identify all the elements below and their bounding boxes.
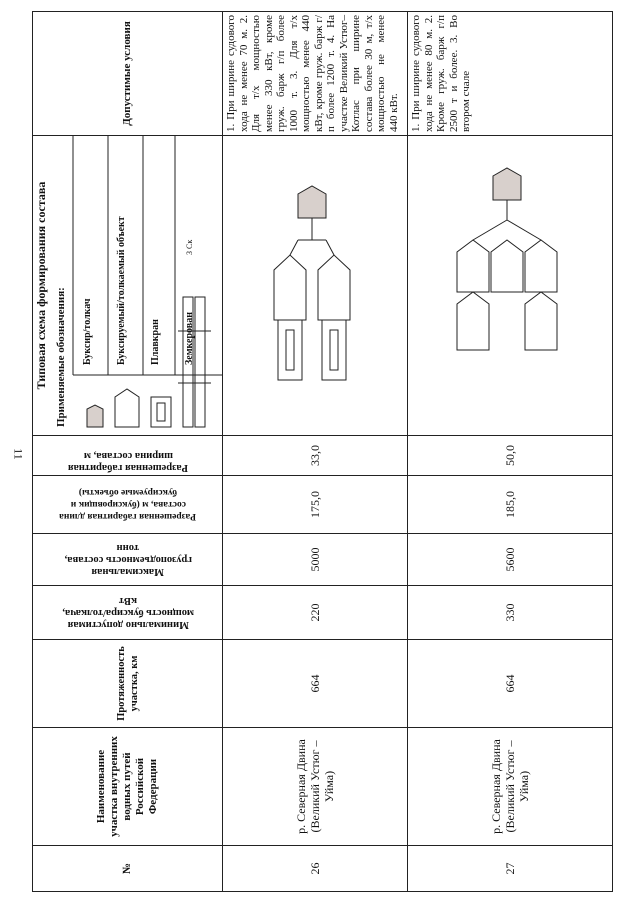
row-name: р. Северная Двина (Великий Устюг – Уйма) [223,728,408,846]
row-length-dim: 185,0 [408,476,613,534]
header-length: Протяженность участка, км [33,640,223,728]
legend-symbols [53,135,223,435]
row-length: 664 [223,640,408,728]
tug-shape [298,187,326,219]
row-conditions: 1. При ширине судового хода не менее 80 м. 2. Кроме груж. барж г/п 2500 т и более. 3. Во втором счале [408,12,613,136]
row-width-dim: 50,0 [408,436,613,476]
barge-shape [525,293,557,351]
scheme-header [33,136,223,436]
row-name: р. Северная Двина (Великий Устюг – Уйма) [408,728,613,846]
header-power: Минимально допустимая мощность буксира/толкача, кВт [33,586,223,640]
legend-dredger: Земкерован [184,312,195,365]
header-length-dim: Разрешенная габаритная длина состава, м (буксировщик и буксируемые объекты) [33,476,223,534]
convoy-diagram [228,141,398,431]
page-number: 11 [11,448,26,460]
barge-shape [274,256,306,321]
convoy-diagram [413,141,603,431]
row-length-dim: 175,0 [223,476,408,534]
barge-icon [115,389,139,427]
tug-shape [493,169,521,201]
barge-shape [525,241,557,293]
row-power: 330 [408,586,613,640]
table-row [408,12,613,892]
header-name: Наименование участка внутренних водных путей Российской Федерации [33,728,223,846]
row-length: 664 [408,640,613,728]
legend-barge: Буксируемый/толкаемый объект [116,216,127,365]
legend-tug: Буксир/толкач [82,298,93,365]
tug-icon [87,405,103,427]
legend-title: Применяемые обозначения: [55,287,67,427]
row-tonnage: 5000 [223,534,408,586]
barge-shape [457,293,489,351]
row-power: 220 [223,586,408,640]
rotated-table-area [32,12,612,892]
table-row [223,12,408,892]
legend-crane-mark: З Ск [185,239,194,255]
header-num: № [33,846,223,892]
row-width-dim: 33,0 [223,436,408,476]
barge-shape [457,241,489,293]
scheme-diagram-26 [223,136,408,436]
row-conditions: 1. При ширине судового хода не менее 70 м. 2. Для т/х мощностью менее 330 кВт, кроме груж. барж г/п более 1000 т. 3. Для т/х мощностью менее 440 кВт, кроме груж. барж г/п более 1200 т. 4. На участке Великий Устюг–Котлас при ширине состава более 30 м, т/х мощностью не менее 440 кВт. [223,12,408,136]
barge-shape [491,241,523,293]
row-num: 26 [223,846,408,892]
header-row [33,12,223,892]
header-width-dim: Разрешенная габаритная ширина состава, м [33,436,223,476]
header-conditions: Допустимые условия [33,12,223,136]
barge-shape [318,256,350,321]
legend-crane: Плавкран [150,319,161,365]
header-tonnage: Максимальная грузоподъемность состава, тонн [33,534,223,586]
convoy-table [32,11,613,892]
row-num: 27 [408,846,613,892]
scheme-diagram-27 [408,136,613,436]
row-tonnage: 5600 [408,534,613,586]
scheme-title: Типовая схема формирования состава [34,181,48,390]
